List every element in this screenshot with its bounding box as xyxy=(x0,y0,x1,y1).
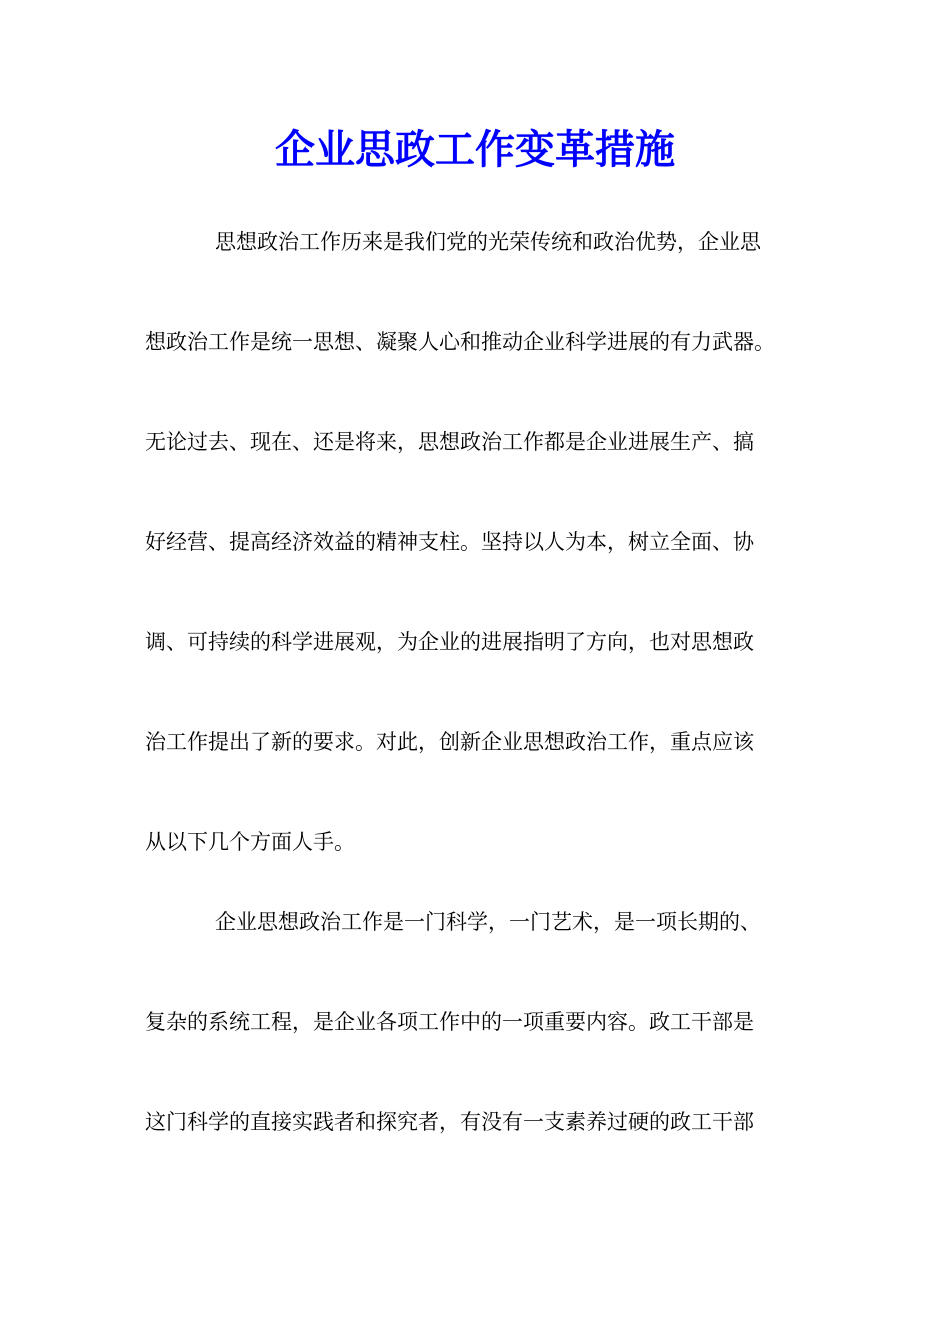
paragraph-1-line-5: 调、可持续的科学进展观，为企业的进展指明了方向，也对思想政 xyxy=(145,630,754,654)
paragraph-1-line-6: 治工作提出了新的要求。对此，创新企业思想政治工作，重点应该 xyxy=(145,730,754,754)
paragraph-1-line-7: 从以下几个方面人手。 xyxy=(145,830,355,854)
paragraph-1-line-3: 无论过去、现在、还是将来，思想政治工作都是企业进展生产、搞 xyxy=(145,430,754,454)
paragraph-1-line-1: 思想政治工作历来是我们党的光荣传统和政治优势，企业思 xyxy=(215,230,761,254)
paragraph-2-line-3: 这门科学的直接实践者和探究者，有没有一支素养过硬的政工干部 xyxy=(145,1110,754,1134)
paragraph-1-line-2: 想政治工作是统一思想、凝聚人心和推动企业科学进展的有力武器。 xyxy=(145,330,775,354)
paragraph-2-line-2: 复杂的系统工程，是企业各项工作中的一项重要内容。政工干部是 xyxy=(145,1010,754,1034)
document-title: 企业思政工作变革措施 xyxy=(275,126,675,173)
paragraph-2-line-1: 企业思想政治工作是一门科学，一门艺术，是一项长期的、 xyxy=(215,910,761,934)
paragraph-1-line-4: 好经营、提高经济效益的精神支柱。坚持以人为本，树立全面、协 xyxy=(145,530,754,554)
